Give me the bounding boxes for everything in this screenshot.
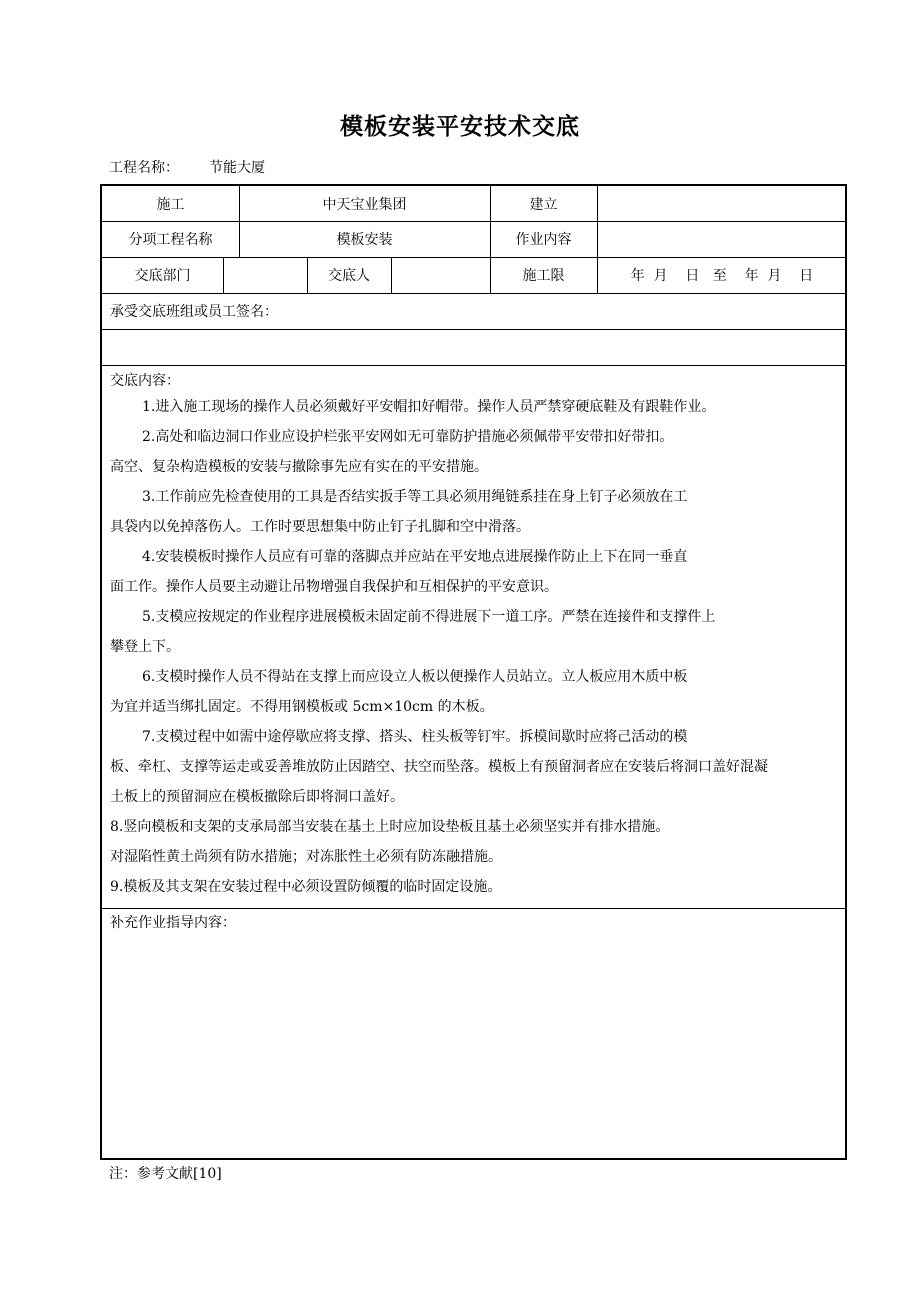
content-line: 7.支模过程中如需中途停歇应将支撑、搭头、柱头板等钉牢。拆模间歇时应将己活动的模 bbox=[142, 729, 688, 745]
supplementary-guidance-label: 补充作业指导内容： bbox=[110, 915, 236, 931]
row-divider bbox=[102, 365, 845, 366]
sub-project-value: 模板安装 bbox=[336, 232, 393, 248]
content-line: 对湿陷性黄土尚须有防水措施；对冻胀性土必须有防冻融措施。 bbox=[110, 849, 502, 865]
project-line bbox=[109, 157, 265, 177]
content-line: 土板上的预留洞应在模板撤除后即将洞口盖好。 bbox=[110, 789, 404, 805]
content-line: 高空、复杂构造模板的安装与撤除事先应有实在的平安措施。 bbox=[110, 459, 488, 475]
content-line: 3.工作前应先检查使用的工具是否结实扳手等工具必须用绳链系挂在身上钉子必须放在工 bbox=[142, 489, 688, 505]
briefing-content-body bbox=[110, 398, 846, 908]
project-name-value: 节能大厦 bbox=[209, 160, 265, 176]
work-content-value bbox=[597, 221, 847, 257]
construction-unit-label: 施工 bbox=[156, 196, 185, 213]
footnote: 注：参考文献[10] bbox=[109, 1166, 222, 1182]
document-title: 模板安装平安技术交底 bbox=[340, 113, 580, 140]
supervision-label: 建立 bbox=[529, 196, 558, 213]
content-line: 1.进入施工现场的操作人员必须戴好平安帽扣好帽带。操作人员严禁穿硬底鞋及有跟鞋作业。 bbox=[142, 399, 716, 415]
briefing-person-value bbox=[391, 257, 490, 293]
signature-label: 承受交底班组或员工签名： bbox=[110, 304, 278, 320]
briefing-form bbox=[100, 184, 847, 1160]
content-line: 9.模板及其支架在安装过程中必须设置防倾覆的临时固定设施。 bbox=[110, 879, 502, 895]
briefing-department-label: 交底部门 bbox=[134, 268, 191, 284]
content-line: 4.安装模板时操作人员应有可靠的落脚点并应站在平安地点进展操作防止上下在同一垂直 bbox=[142, 549, 688, 565]
briefing-department-value bbox=[223, 257, 307, 293]
content-line: 板、牵杠、支撑等运走或妥善堆放防止因踏空、扶空而坠落。模板上有预留洞者应在安装后将洞口盖好混凝 bbox=[110, 759, 768, 775]
content-line: 5.支模应按规定的作业程序进展模板未固定前不得进展下一道工序。严禁在连接件和支撑件上 bbox=[142, 609, 716, 625]
sub-project-label: 分项工程名称 bbox=[128, 232, 213, 248]
construction-period-label: 施工限 bbox=[522, 268, 565, 284]
project-name-label: 工程名称： bbox=[109, 160, 179, 176]
row-divider bbox=[102, 908, 845, 909]
construction-period-dates: 年 月 日 至 年 月 日 bbox=[630, 268, 814, 284]
content-line: 6.支模时操作人员不得站在支撑上而应设立人板以便操作人员站立。立人板应用木质中板 bbox=[142, 669, 688, 685]
briefing-person-label: 交底人 bbox=[328, 268, 370, 284]
content-line: 具袋内以免掉落伤人。工作时要思想集中防止钉子扎脚和空中滑落。 bbox=[110, 519, 530, 535]
briefing-content-label: 交底内容： bbox=[110, 373, 180, 389]
content-line: 攀登上下。 bbox=[110, 639, 180, 655]
signature-area[interactable] bbox=[102, 329, 847, 365]
content-line: 2.高处和临边洞口作业应设护栏张平安网如无可靠防护措施必须佩带平安带扣好带扣。 bbox=[142, 429, 674, 445]
supervision-value bbox=[597, 186, 847, 221]
content-line: 面工作。操作人员要主动避让吊物增强自我保护和互相保护的平安意识。 bbox=[110, 579, 558, 595]
content-line: 8.竖向模板和支架的支承局部当安装在基土上时应加设垫板且基土必须坚实并有排水措施。 bbox=[110, 819, 670, 835]
content-line: 为宜并适当绑扎固定。不得用钢模板或 5cm×10cm 的木板。 bbox=[110, 699, 494, 715]
construction-unit-value: 中天宝业集团 bbox=[322, 196, 407, 213]
work-content-label: 作业内容 bbox=[515, 232, 572, 248]
